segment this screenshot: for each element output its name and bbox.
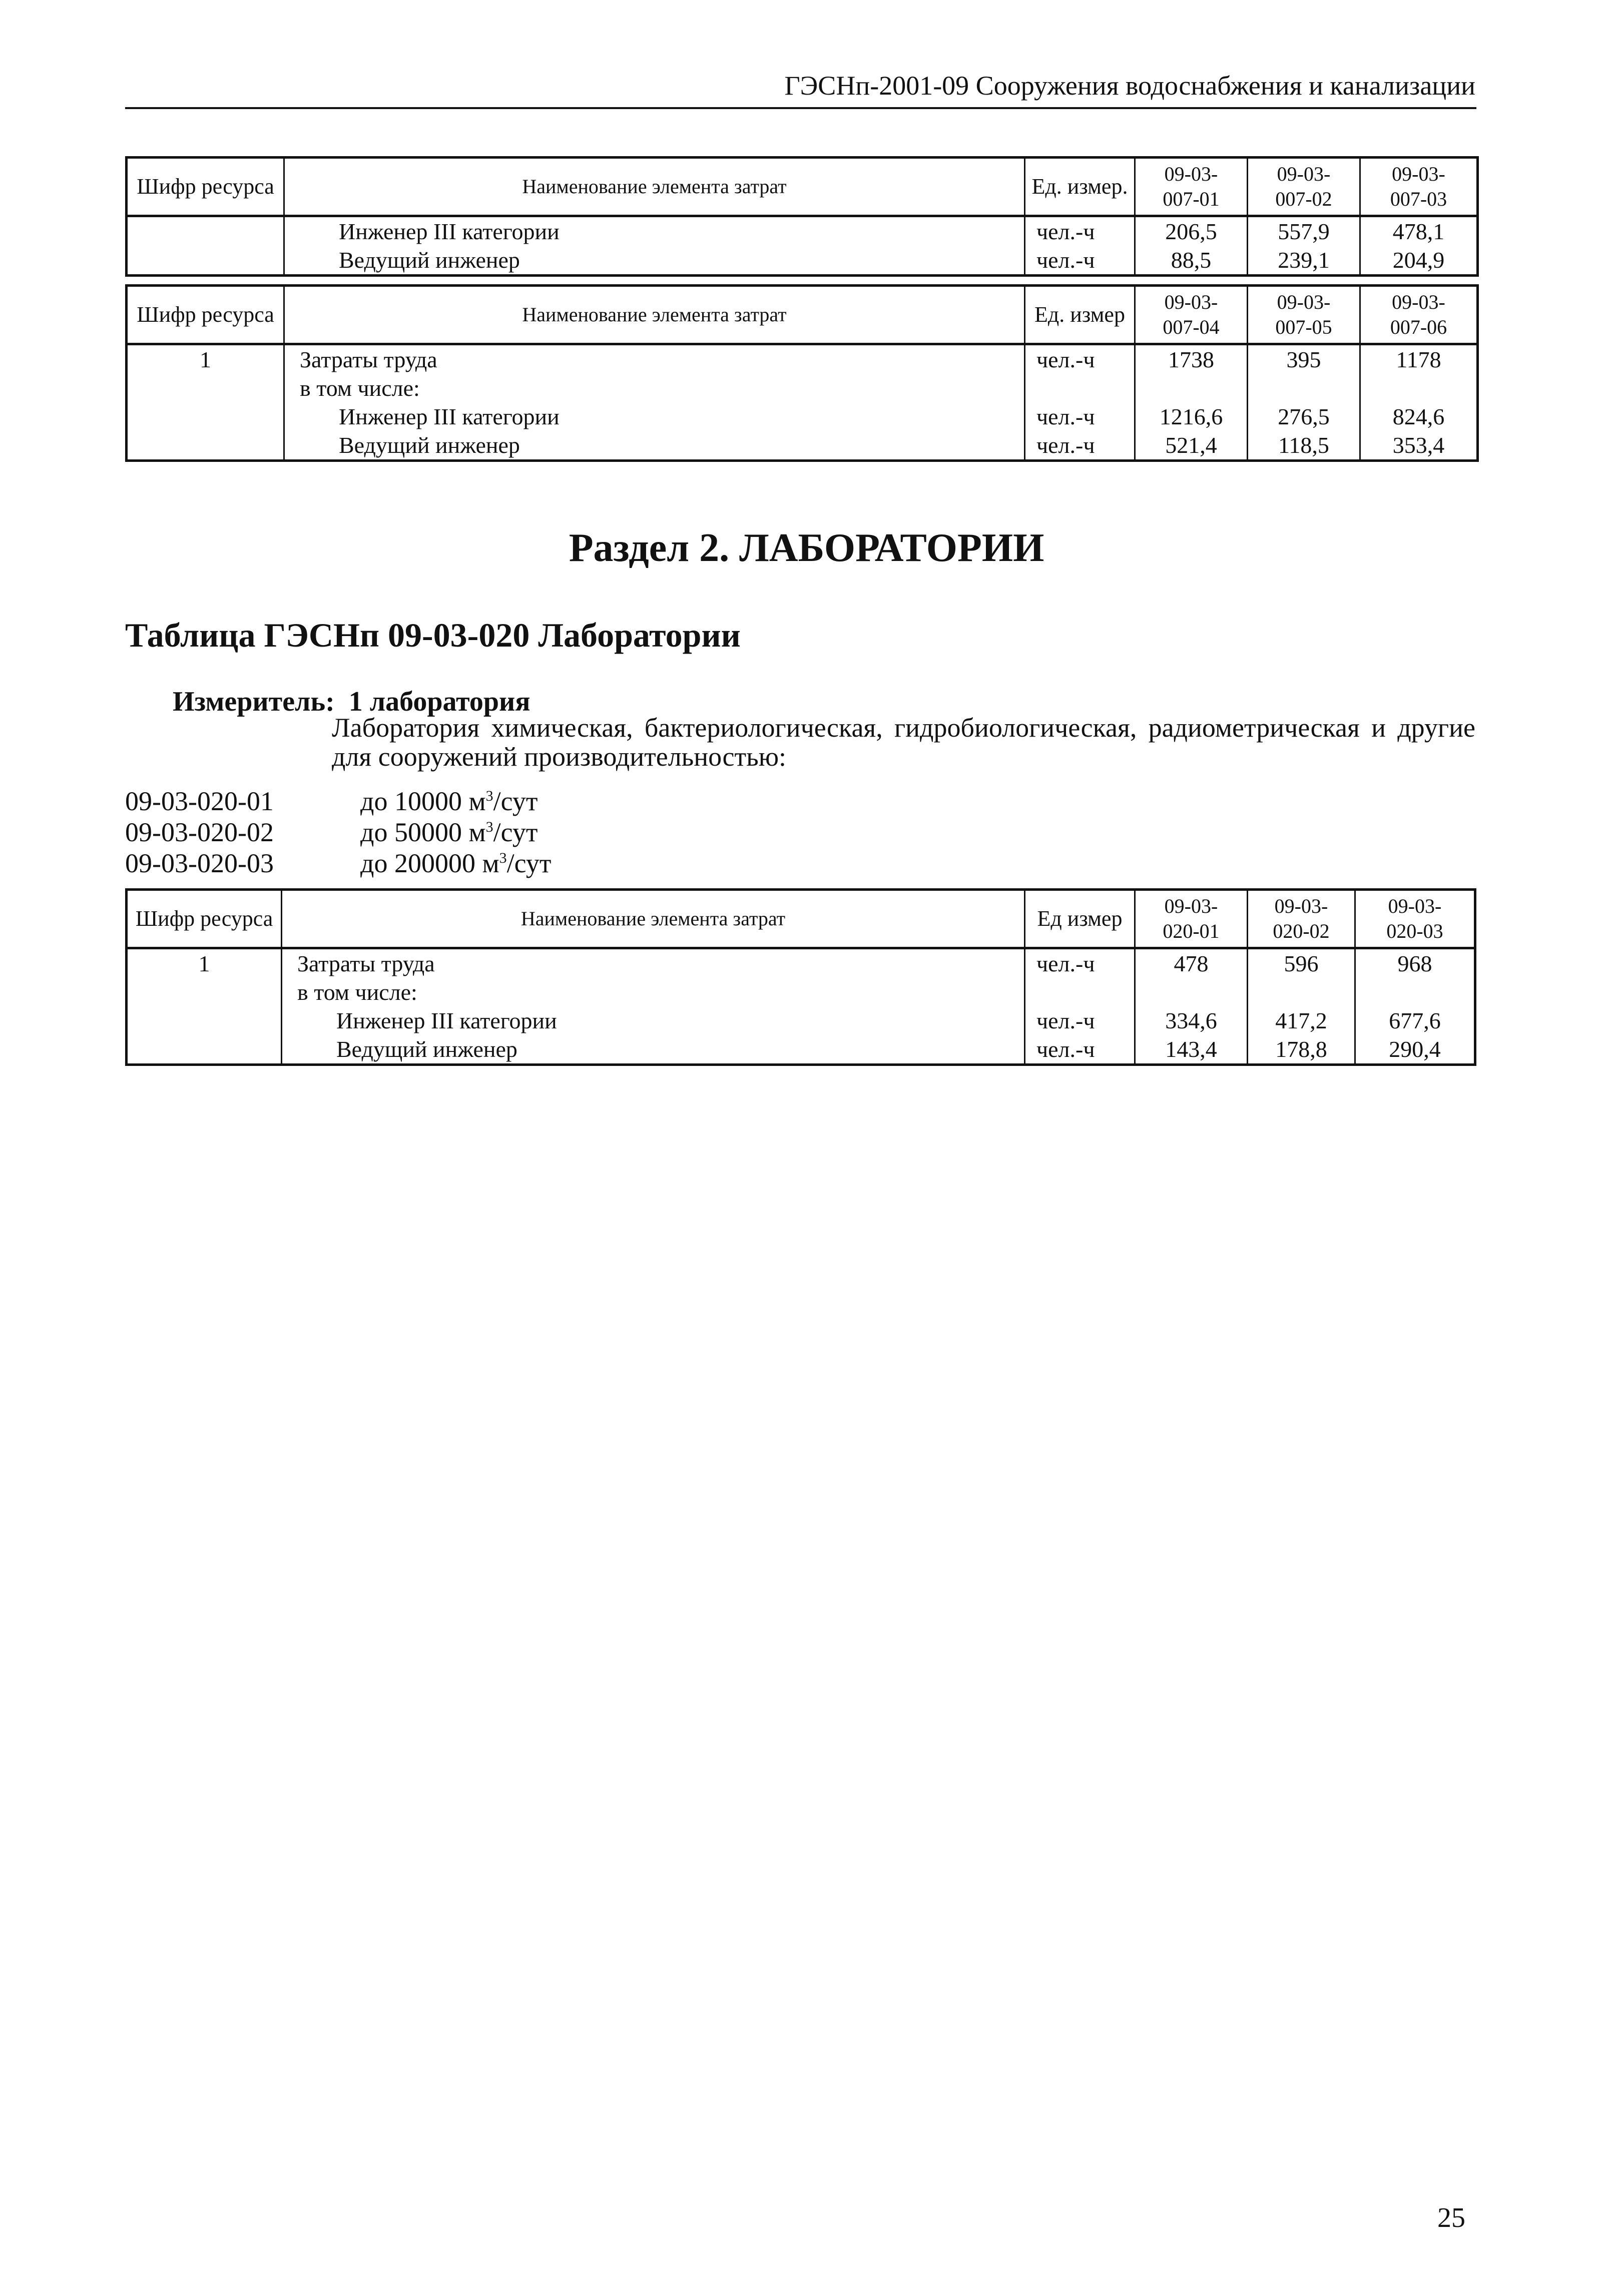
col-header-unit: Ед. измер. <box>1025 158 1135 216</box>
table-header-row <box>127 890 1475 948</box>
table-row: Ведущий инженер чел.-ч 521,4 118,5 353,4 <box>127 431 1478 461</box>
norm-code: 09-03-020-03 <box>125 848 274 878</box>
table-row: 1 Затраты труда чел.-ч 1738 395 1178 <box>127 344 1478 374</box>
table-row: Ведущий инженер чел.-ч 143,4 178,8 290,4 <box>127 1035 1475 1065</box>
norm-code: 09-03-020-01 <box>125 786 274 816</box>
table-header-row <box>127 158 1478 216</box>
table-row: Ведущий инженер чел.-ч 88,5 239,1 204,9 <box>127 246 1478 276</box>
norm-capacity: до 50000 $м^3$/сут <box>360 817 538 847</box>
col-header-norm: 09-03- 020-03 <box>1355 890 1475 948</box>
col-header-unit: Ед. измер <box>1025 286 1135 344</box>
table-row: Инженер III категории чел.-ч 1216,6 276,5 824,6 <box>127 402 1478 431</box>
resource-table-007-04-06 <box>125 284 1479 462</box>
table-row: Инженер III категории чел.-ч 334,6 417,2 677,6 <box>127 1006 1475 1035</box>
measure-label: Измеритель: <box>173 686 335 717</box>
page-number: 25 <box>1437 2202 1465 2233</box>
table-row: в том числе: <box>127 374 1478 402</box>
resource-table-007-01-03 <box>125 156 1479 277</box>
col-header-norm: 09-03- 020-01 <box>1135 890 1248 948</box>
col-header-norm: 09-03- 020-02 <box>1248 890 1355 948</box>
table-row: Инженер III категории чел.-ч 206,5 557,9 478,1 <box>127 216 1478 246</box>
col-header-unit: Ед измер <box>1025 890 1135 948</box>
section-title: Раздел 2. ЛАБОРАТОРИИ <box>569 526 1044 570</box>
measure-value: 1 лаборатория <box>348 686 530 717</box>
norm-capacity: до 200000 $м^3$/сут <box>360 848 552 878</box>
col-header-norm: 09-03- 007-05 <box>1248 286 1360 344</box>
col-header-code: Шифр ресурса <box>127 890 282 948</box>
norm-code: 09-03-020-02 <box>125 817 274 847</box>
col-header-norm: 09-03- 007-04 <box>1135 286 1248 344</box>
resource-table-020 <box>125 888 1476 1066</box>
measure-description: Лаборатория химическая, бактериологическая, гидробиологическая, радиометрическая и другие для сооружений производительностью: <box>332 713 1475 772</box>
col-header-name: Наименование элемента затрат <box>284 286 1025 344</box>
table-row: в том числе: <box>127 978 1475 1006</box>
norm-capacity: до 10000 $м^3$/сут <box>360 786 538 816</box>
col-header-code: Шифр ресурса <box>127 286 284 344</box>
col-header-norm: 09-03- 007-06 <box>1360 286 1478 344</box>
col-header-name: Наименование элемента затрат <box>282 890 1025 948</box>
col-header-norm: 09-03- 007-03 <box>1360 158 1478 216</box>
table-title: Таблица ГЭСНп 09-03-020 Лаборатории <box>125 616 741 654</box>
table-row: 1 Затраты труда чел.-ч 478 596 968 <box>127 948 1475 978</box>
col-header-norm: 09-03- 007-01 <box>1135 158 1248 216</box>
col-header-norm: 09-03- 007-02 <box>1248 158 1360 216</box>
table-header-row <box>127 286 1478 344</box>
col-header-code: Шифр ресурса <box>127 158 284 216</box>
header-rule <box>125 107 1476 109</box>
col-header-name: Наименование элемента затрат <box>284 158 1025 216</box>
running-header: ГЭСНп-2001-09 Сооружения водоснабжения и канализации <box>784 71 1475 101</box>
